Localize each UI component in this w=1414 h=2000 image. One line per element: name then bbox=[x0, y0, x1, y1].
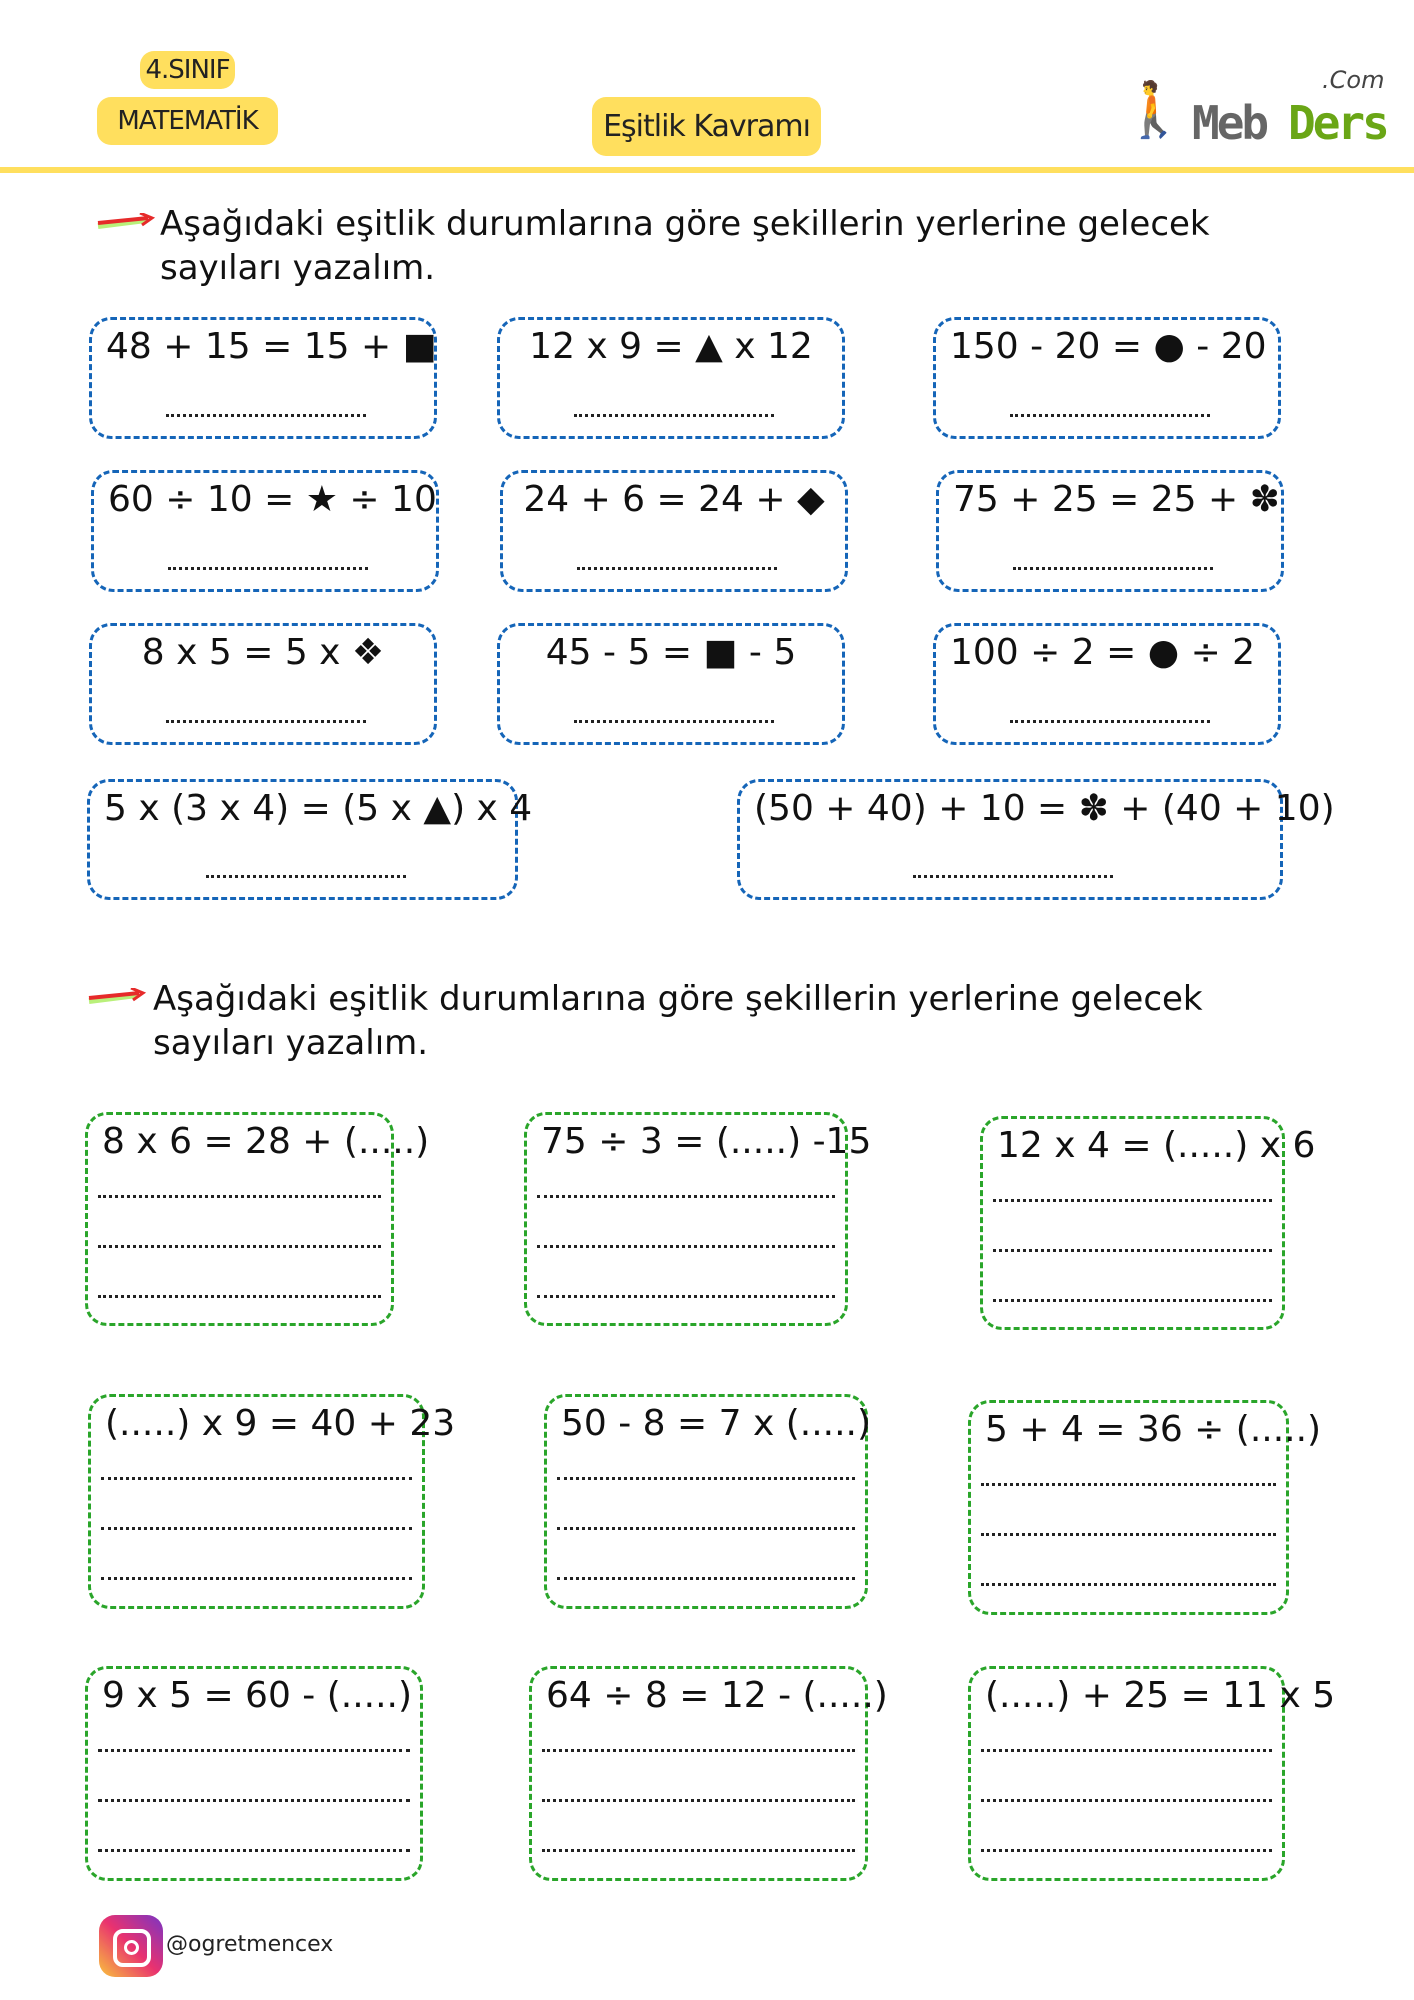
answer-line[interactable] bbox=[542, 1749, 855, 1752]
answer-line[interactable] bbox=[574, 414, 774, 417]
answer-box-green bbox=[980, 1116, 1316, 1330]
hikers-icon: 🚶 bbox=[1120, 78, 1188, 141]
logo-com: .Com bbox=[1322, 66, 1385, 94]
answer-box-green bbox=[85, 1112, 430, 1326]
answer-box-blue bbox=[87, 779, 533, 900]
equation-text: (.....) x 9 = 40 + 23 bbox=[105, 1403, 456, 1444]
answer-line[interactable] bbox=[537, 1245, 835, 1248]
answer-line[interactable] bbox=[166, 720, 366, 723]
equation-text: 8 x 6 = 28 + (.....) bbox=[102, 1121, 430, 1162]
answer-box-blue bbox=[933, 623, 1281, 745]
equation-text: 5 x (3 x 4) = (5 x ▲) x 4 bbox=[104, 788, 533, 829]
answer-line[interactable] bbox=[913, 875, 1113, 878]
answer-line[interactable] bbox=[981, 1799, 1272, 1802]
answer-box-green bbox=[88, 1394, 456, 1609]
instruction-1-line1: Aşağıdaki eşitlik durumlarına göre şekillerin yerlerine gelecek bbox=[160, 204, 1210, 244]
answer-line[interactable] bbox=[981, 1583, 1276, 1586]
title-badge: Eşitlik Kavramı bbox=[592, 97, 821, 156]
answer-line[interactable] bbox=[98, 1245, 381, 1248]
answer-line[interactable] bbox=[542, 1799, 855, 1802]
equation-text: 50 - 8 = 7 x (.....) bbox=[561, 1403, 872, 1444]
answer-box-blue bbox=[89, 623, 437, 745]
header-divider bbox=[0, 167, 1414, 173]
equation-text: 12 x 9 = ▲ x 12 bbox=[529, 326, 813, 367]
logo-meb: Meb bbox=[1192, 96, 1267, 150]
answer-line[interactable] bbox=[1013, 567, 1213, 570]
answer-box-blue bbox=[500, 470, 848, 592]
answer-box-blue bbox=[497, 317, 845, 439]
equation-text: 75 + 25 = 25 + ✽ bbox=[953, 479, 1280, 520]
answer-line[interactable] bbox=[1010, 720, 1210, 723]
mebders-logo bbox=[1120, 66, 1387, 152]
logo-ders: Ders bbox=[1288, 96, 1387, 150]
answer-box-blue bbox=[91, 470, 439, 592]
answer-line[interactable] bbox=[537, 1295, 835, 1298]
answer-box-blue bbox=[737, 779, 1335, 900]
equation-text: 100 ÷ 2 = ● ÷ 2 bbox=[950, 632, 1256, 673]
instruction-1 bbox=[160, 202, 1210, 290]
answer-line[interactable] bbox=[981, 1849, 1272, 1852]
equation-text: 12 x 4 = (.....) x 6 bbox=[997, 1125, 1316, 1166]
answer-box-green bbox=[968, 1400, 1322, 1615]
equation-text: 8 x 5 = 5 x ❖ bbox=[141, 632, 385, 673]
answer-line[interactable] bbox=[574, 720, 774, 723]
instagram-icon bbox=[99, 1915, 163, 1977]
answer-box-green bbox=[968, 1666, 1336, 1881]
instruction-1-line2: sayıları yazalım. bbox=[160, 248, 436, 288]
equation-text: (.....) + 25 = 11 x 5 bbox=[985, 1675, 1336, 1716]
answer-box-blue bbox=[933, 317, 1281, 439]
instruction-2 bbox=[153, 977, 1203, 1065]
answer-box-green bbox=[524, 1112, 872, 1326]
answer-line[interactable] bbox=[981, 1533, 1276, 1536]
subject-badge: MATEMATİK bbox=[97, 97, 278, 145]
answer-line[interactable] bbox=[993, 1299, 1272, 1302]
answer-line[interactable] bbox=[981, 1749, 1272, 1752]
equation-text: 5 + 4 = 36 ÷ (.....) bbox=[985, 1409, 1322, 1450]
answer-line[interactable] bbox=[101, 1477, 412, 1480]
answer-line[interactable] bbox=[206, 875, 406, 878]
answer-line[interactable] bbox=[101, 1577, 412, 1580]
instruction-2-line2: sayıları yazalım. bbox=[153, 1023, 429, 1063]
answer-line[interactable] bbox=[166, 414, 366, 417]
equation-text: 48 + 15 = 15 + ■ bbox=[106, 326, 437, 367]
equation-text: 45 - 5 = ■ - 5 bbox=[545, 632, 797, 673]
answer-line[interactable] bbox=[98, 1749, 410, 1752]
answer-line[interactable] bbox=[981, 1483, 1276, 1486]
grade-badge: 4.SINIF bbox=[140, 51, 235, 89]
answer-line[interactable] bbox=[537, 1195, 835, 1198]
answer-line[interactable] bbox=[577, 567, 777, 570]
equation-text: 60 ÷ 10 = ★ ÷ 10 bbox=[108, 479, 437, 520]
answer-box-blue bbox=[497, 623, 845, 745]
answer-line[interactable] bbox=[542, 1849, 855, 1852]
answer-line[interactable] bbox=[168, 567, 368, 570]
equation-text: 64 ÷ 8 = 12 - (.....) bbox=[546, 1675, 888, 1716]
answer-box-blue bbox=[936, 470, 1284, 592]
answer-box-blue bbox=[89, 317, 437, 439]
answer-line[interactable] bbox=[557, 1527, 855, 1530]
answer-line[interactable] bbox=[993, 1199, 1272, 1202]
answer-line[interactable] bbox=[98, 1295, 381, 1298]
answer-line[interactable] bbox=[101, 1527, 412, 1530]
arrow-icon bbox=[87, 988, 147, 1006]
instruction-2-line1: Aşağıdaki eşitlik durumlarına göre şekillerin yerlerine gelecek bbox=[153, 979, 1203, 1019]
answer-line[interactable] bbox=[98, 1799, 410, 1802]
answer-line[interactable] bbox=[557, 1477, 855, 1480]
equation-text: 24 + 6 = 24 + ◆ bbox=[523, 479, 825, 520]
answer-line[interactable] bbox=[98, 1195, 381, 1198]
answer-line[interactable] bbox=[98, 1849, 410, 1852]
equation-text: 150 - 20 = ● - 20 bbox=[950, 326, 1267, 367]
equation-text: 9 x 5 = 60 - (.....) bbox=[102, 1675, 413, 1716]
answer-line[interactable] bbox=[1010, 414, 1210, 417]
instagram-handle: @ogretmencex bbox=[166, 1932, 334, 1957]
equation-text: (50 + 40) + 10 = ✽ + (40 + 10) bbox=[754, 788, 1335, 829]
answer-line[interactable] bbox=[557, 1577, 855, 1580]
answer-box-green bbox=[544, 1394, 872, 1609]
answer-line[interactable] bbox=[993, 1249, 1272, 1252]
answer-box-green bbox=[85, 1666, 423, 1881]
equation-text: 75 ÷ 3 = (.....) -15 bbox=[541, 1121, 872, 1162]
arrow-icon bbox=[96, 213, 156, 231]
answer-box-green bbox=[529, 1666, 888, 1881]
